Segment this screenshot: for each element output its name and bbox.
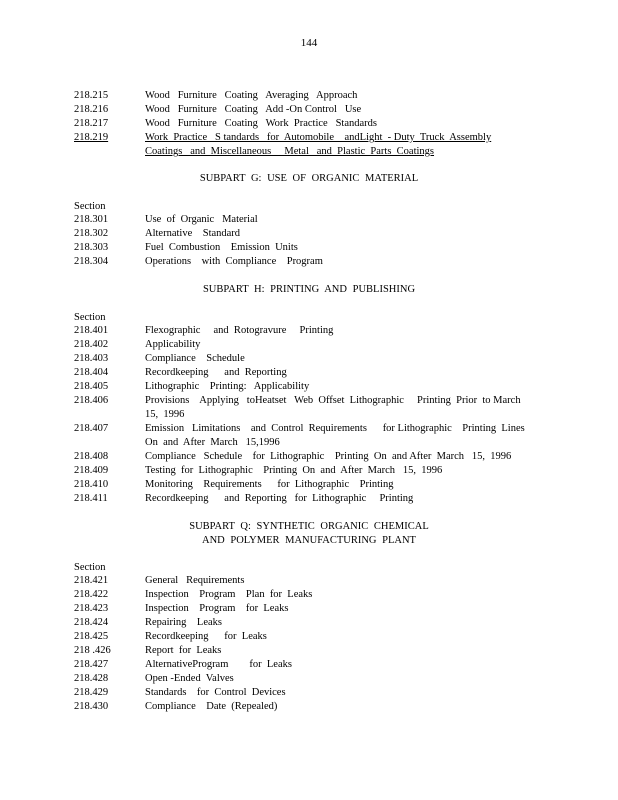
section-title: Wood Furniture Coating Averaging Approach — [145, 90, 358, 101]
section-title: Compliance Schedule — [145, 353, 245, 364]
section-title: Recordkeeping for Leaks — [145, 631, 267, 642]
section-number: 218.404 — [74, 367, 109, 378]
section-title: Open -Ended Valves — [145, 673, 234, 684]
section-number: 218.215 — [74, 90, 109, 101]
section-number: 218.411 — [74, 493, 108, 504]
section-number: 218 .426 — [74, 645, 111, 656]
section-title: Operations with Compliance Program — [145, 256, 323, 267]
section-number: 218.408 — [74, 451, 109, 462]
section-number: 218.401 — [74, 325, 109, 336]
section-number: 218.425 — [74, 631, 109, 642]
section-title: Wood Furniture Coating Add -On Control Use — [145, 104, 362, 115]
section-title: Monitoring Requirements for Lithographic Printing — [145, 479, 394, 490]
section-number: 218.402 — [74, 339, 109, 350]
page-number: 144 — [300, 37, 318, 49]
section-title: Report for Leaks — [145, 645, 222, 656]
section-title: Fuel Combustion Emission Units — [145, 242, 298, 253]
section-number: 218.423 — [74, 603, 109, 614]
section-label-h: Section — [74, 312, 106, 323]
subpart-h-heading: SUBPART H: PRINTING AND PUBLISHING — [202, 284, 416, 295]
section-title: Emission Limitations and Control Requirements for Lithographic Printing Lines On and After March 15,1996 — [145, 423, 525, 448]
section-title: Provisions Applying toHeatset Web Offset Lithographic Printing Prior to March 15, 1996 — [145, 395, 521, 420]
section-title: Inspection Program for Leaks — [145, 603, 289, 614]
section-number: 218.409 — [74, 465, 109, 476]
section-number: 218.422 — [74, 589, 109, 600]
section-title: Compliance Date (Repealed) — [145, 701, 278, 712]
section-title: Repairing Leaks — [145, 617, 222, 628]
section-number: 218.410 — [74, 479, 109, 490]
section-title: Recordkeeping and Reporting — [145, 367, 287, 378]
section-number: 218.304 — [74, 256, 109, 267]
section-title: Standards for Control Devices — [145, 687, 286, 698]
section-number: 218.424 — [74, 617, 109, 628]
section-number: 218.430 — [74, 701, 109, 712]
section-number: 218.428 — [74, 673, 109, 684]
section-number: 218.407 — [74, 423, 109, 434]
section-label-g: Section — [74, 201, 106, 212]
section-title: Alternative Standard — [145, 228, 241, 239]
section-title: Testing for Lithographic Printing On and After March 15, 1996 — [145, 465, 443, 476]
subpart-q-heading-line1: SUBPART Q: SYNTHETIC ORGANIC CHEMICAL — [189, 521, 429, 532]
section-title: Lithographic Printing: Applicability — [145, 381, 310, 392]
subpart-q-heading-line2: AND POLYMER MANUFACTURING PLANT — [202, 535, 416, 546]
section-number: 218.429 — [74, 687, 109, 698]
section-number: 218.403 — [74, 353, 109, 364]
section-title: Flexographic and Rotogravure Printing — [145, 325, 334, 336]
section-title: Inspection Program Plan for Leaks — [145, 589, 313, 600]
section-number: 218.301 — [74, 214, 109, 225]
section-number: 218.303 — [74, 242, 109, 253]
section-number: 218.405 — [74, 381, 109, 392]
section-number: 218.216 — [74, 104, 109, 115]
section-title: Use of Organic Material — [145, 214, 258, 225]
section-number: 218.219 — [74, 132, 109, 143]
section-title: Wood Furniture Coating Work Practice Standards — [145, 118, 377, 129]
section-label-q: Section — [74, 562, 106, 573]
section-title: Recordkeeping and Reporting for Lithographic Printing — [145, 493, 414, 504]
section-number: 218.217 — [74, 118, 109, 129]
section-number: 218.302 — [74, 228, 109, 239]
section-title: Applicability — [145, 339, 201, 350]
section-title: Compliance Schedule for Lithographic Printing On and After March 15, 1996 — [145, 451, 512, 462]
section-title: General Requirements — [145, 575, 245, 586]
section-title: AlternativeProgram for Leaks — [145, 659, 292, 670]
subpart-g-heading: SUBPART G: USE OF ORGANIC MATERIAL — [199, 173, 419, 184]
section-number: 218.421 — [74, 575, 109, 586]
section-number: 218.406 — [74, 395, 109, 406]
section-title: Work Practice S tandards for Automobile andLight - Duty Truck Assembly Coatings and Miscellaneous Metal and Plastic Parts Coatings — [145, 132, 492, 157]
section-number: 218.427 — [74, 659, 109, 670]
